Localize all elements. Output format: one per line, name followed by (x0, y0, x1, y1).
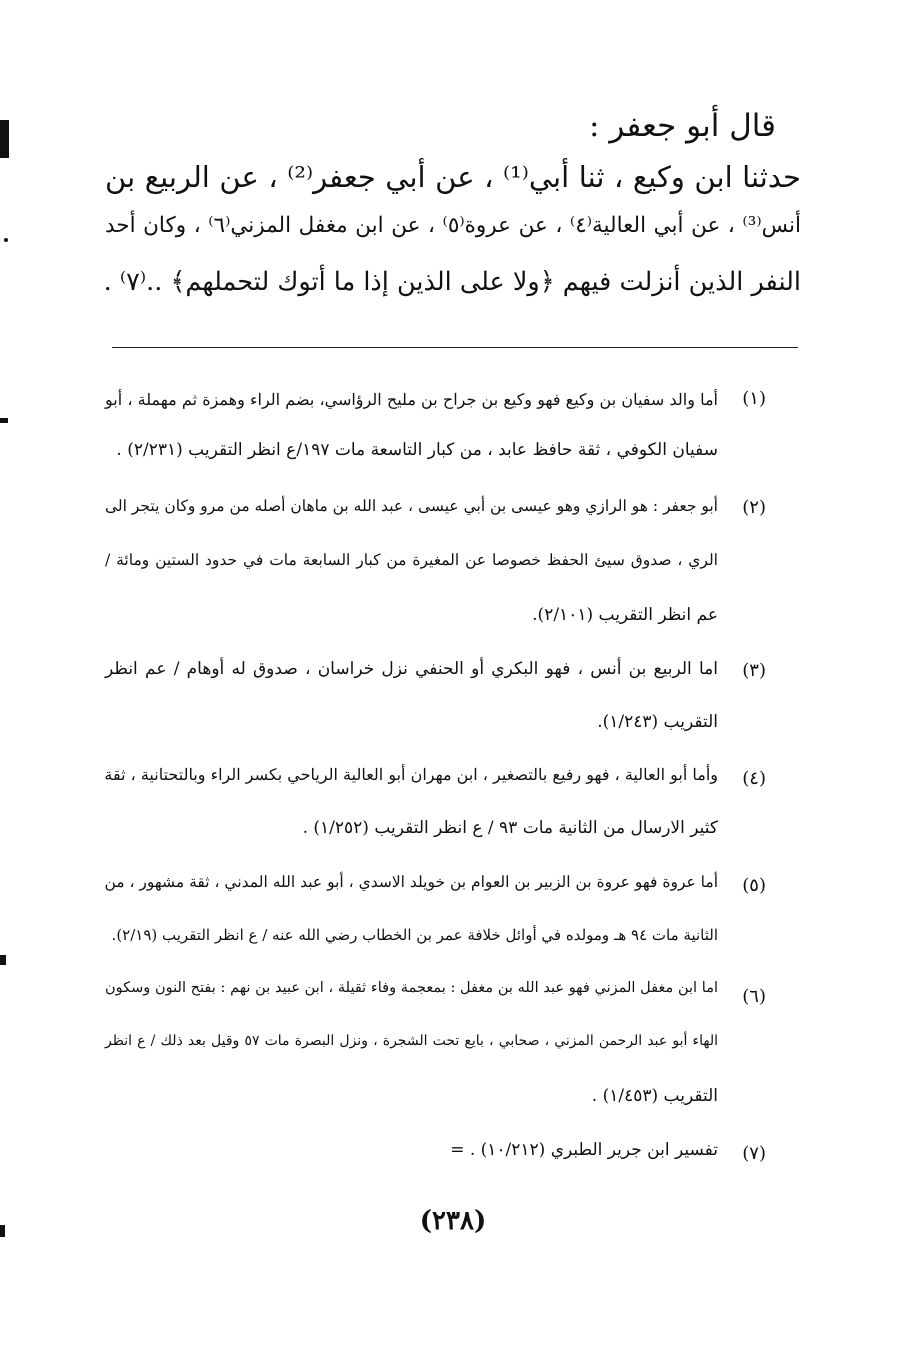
footnote-4-line-2: كثير الارسال من الثانية مات ٩٣ / ع انظر التقريب (١/٢٥٢) . (302, 818, 718, 838)
footnote-2-line-1: أبو جعفر : هو الرازي وهو عيسى بن أبي عيسى ، عبد الله بن ماهان أصله من مرو وكان يتجر الى (105, 497, 718, 515)
scan-edge-mark (0, 1225, 5, 1237)
scan-edge-mark (0, 120, 9, 158)
footnote-1-number: (١) (742, 388, 766, 409)
footnote-5-line-2: الثانية مات ٩٤ هـ ومولده في أوائل خلافة عمر بن الخطاب رضي الله عنه / ع انظر التقريب (٢/١٩). (111, 926, 718, 944)
footnote-6-line-2: الهاء أبو عبد الرحمن المزني ، صحابي ، بايع تحت الشجرة ، ونزل البصرة مات ٥٧ وقيل بعد ذلك / ع انظر (105, 1033, 718, 1049)
footnote-4-line-1: وأما أبو العالية ، فهو رفيع بالتصغير ، ابن مهران أبو العالية الرياحي بكسر الراء وبالتحتانية ، ثقة (104, 765, 718, 784)
footnote-6-line-3: التقريب (١/٤٥٣) . (591, 1086, 718, 1106)
footnote-1-line-1: أما والد سفيان بن وكيع فهو وكيع بن جراح بن مليح الرؤاسي، بضم الراء وهمزة ثم مهملة ، أبو (105, 390, 718, 409)
scan-edge-mark (0, 955, 6, 965)
scan-edge-mark (0, 418, 8, 423)
footnote-3-number: (٣) (742, 660, 766, 681)
footnote-2-line-3: عم انظر التقريب (٢/١٠١). (532, 605, 718, 625)
footnote-1-line-2: سفيان الكوفي ، ثقة حافظ عابد ، من كبار التاسعة مات ١٩٧/ع انظر التقريب (٢/٢٣١) . (116, 440, 718, 460)
footnote-3-line-2: التقريب (١/٢٤٣). (597, 712, 718, 732)
scan-edge-mark (4, 238, 8, 242)
footnote-3-line-1: اما الربيع بن أنس ، فهو البكري أو الحنفي نزل خراسان ، صدوق له أوهام / عم انظر (105, 659, 718, 679)
footnote-6-number: (٦) (742, 986, 766, 1007)
footnote-5-line-1: أما عروة فهو عروة بن الزبير بن العوام بن خويلد الاسدي ، أبو عبد الله المدني ، ثقة مشهور ، من (104, 873, 718, 891)
body-line-2: أنس⁽³⁾ ، عن أبي العالية⁽٤⁾ ، عن عروة⁽٥⁾ ، عن ابن مغفل المزني⁽٦⁾ ، وكان أحد (105, 213, 801, 238)
page-number: (٢٣٨) (419, 1206, 487, 1236)
body-line-3: النفر الذين أنزلت فيهم ﴿ولا على الذين إذا ما أتوك لتحملهم﴾ ..⁽٧⁾ . (103, 267, 801, 297)
footnote-7-line-1: تفسير ابن جرير الطبري (١٠/٢١٢) . = (450, 1140, 718, 1160)
footnote-2-number: (٢) (742, 497, 766, 518)
footnote-7-number: (٧) (742, 1143, 766, 1164)
footnote-2-line-2: الري ، صدوق سيئ الحفظ خصوصا عن المغيرة من كبار السابعة مات في حدود الستين ومائة / (105, 551, 718, 569)
footnote-5-number: (٥) (742, 875, 766, 896)
section-heading: قال أبو جعفر : (589, 108, 776, 144)
footnote-4-number: (٤) (742, 768, 766, 789)
footnote-divider (112, 347, 798, 348)
body-line-1: حدثنا ابن وكيع ، ثنا أبي⁽¹⁾ ، عن أبي جعفر⁽²⁾ ، عن الربيع بن (105, 160, 801, 194)
footnote-6-line-1: اما ابن مغفل المزني فهو عبد الله بن مغفل : بمعجمة وفاء ثقيلة ، ابن عبيد بن نهم : بفتح النون وسكون (105, 980, 718, 996)
